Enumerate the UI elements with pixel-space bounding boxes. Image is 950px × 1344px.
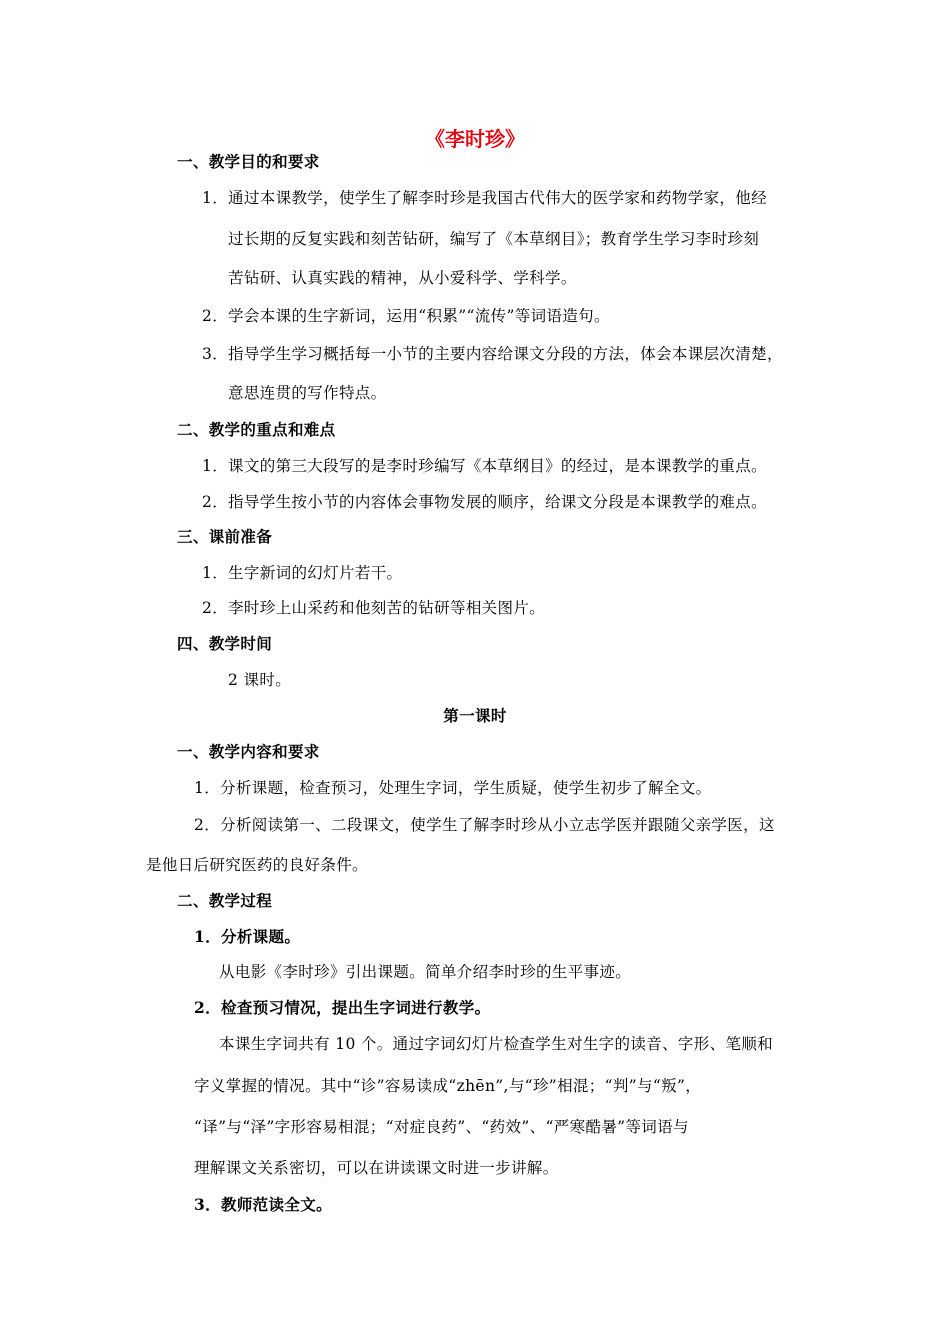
step-heading: 3．教师范读全文。 <box>194 1195 332 1214</box>
paragraph-line: “译”与“泽”字形容易相混；“对症良药”、“药效”、“严寒酷暑”等词语与 <box>194 1118 689 1136</box>
paragraph-line: 2．指导学生按小节的内容体会事物发展的顺序，给课文分段是本课教学的难点。 <box>202 493 767 511</box>
paragraph-line: 是他日后研究医药的良好条件。 <box>146 856 368 874</box>
paragraph-line: 意思连贯的写作特点。 <box>228 384 387 402</box>
paragraph-line: 2．学会本课的生字新词，运用“积累”“流传”等词语造句。 <box>202 307 610 325</box>
section-heading-process: 二、教学过程 <box>177 891 273 910</box>
paragraph-line: 2．分析阅读第一、二段课文，使学生了解李时珍从小立志学医并跟随父亲学医，这 <box>194 816 775 834</box>
section-heading-content: 一、教学内容和要求 <box>177 742 320 761</box>
document-title: 《李时珍》 <box>425 127 525 151</box>
paragraph-line: 2 课时。 <box>228 671 292 689</box>
section-heading-time: 四、教学时间 <box>177 634 273 653</box>
paragraph-line: 本课生字词共有 10 个。通过字词幻灯片检查学生对生字的读音、字形、笔顺和 <box>219 1035 774 1053</box>
paragraph-line: 2．李时珍上山采药和他刻苦的钻研等相关图片。 <box>202 599 546 617</box>
paragraph-line: 苦钻研、认真实践的精神，从小爱科学、学科学。 <box>228 269 577 287</box>
paragraph-line: 1．分析课题，检查预习，处理生字词，学生质疑，使学生初步了解全文。 <box>194 779 712 797</box>
paragraph-line: 1．通过本课教学，使学生了解李时珍是我国古代伟大的医学家和药物学家，他经 <box>202 189 767 207</box>
step-heading: 1．分析课题。 <box>194 927 301 946</box>
section-heading-preparation: 三、课前准备 <box>177 527 273 546</box>
paragraph-line: 理解课文关系密切，可以在讲读课文时进一步讲解。 <box>194 1159 559 1177</box>
paragraph-line: 1．生字新词的幻灯片若干。 <box>202 564 403 582</box>
paragraph-line: 3．指导学生学习概括每一小节的主要内容给课文分段的方法，体会本课层次清楚， <box>202 345 783 363</box>
paragraph-line: 从电影《李时珍》引出课题。简单介绍李时珍的生平事迹。 <box>219 963 632 981</box>
lesson-heading: 第一课时 <box>443 706 507 725</box>
paragraph-line: 字义掌握的情况。其中“诊”容易读成“zhēn”,与“珍”相混；“判”与“叛”， <box>194 1077 702 1095</box>
section-heading-objectives: 一、教学目的和要求 <box>177 152 320 171</box>
section-heading-focus: 二、教学的重点和难点 <box>177 420 336 439</box>
paragraph-line: 1．课文的第三大段写的是李时珍编写《本草纲目》的经过，是本课教学的重点。 <box>202 457 767 475</box>
paragraph-line: 过长期的反复实践和刻苦钻研，编写了《本草纲目》；教育学生学习李时珍刻 <box>228 230 760 248</box>
step-heading: 2．检查预习情况，提出生字词进行教学。 <box>194 998 491 1017</box>
